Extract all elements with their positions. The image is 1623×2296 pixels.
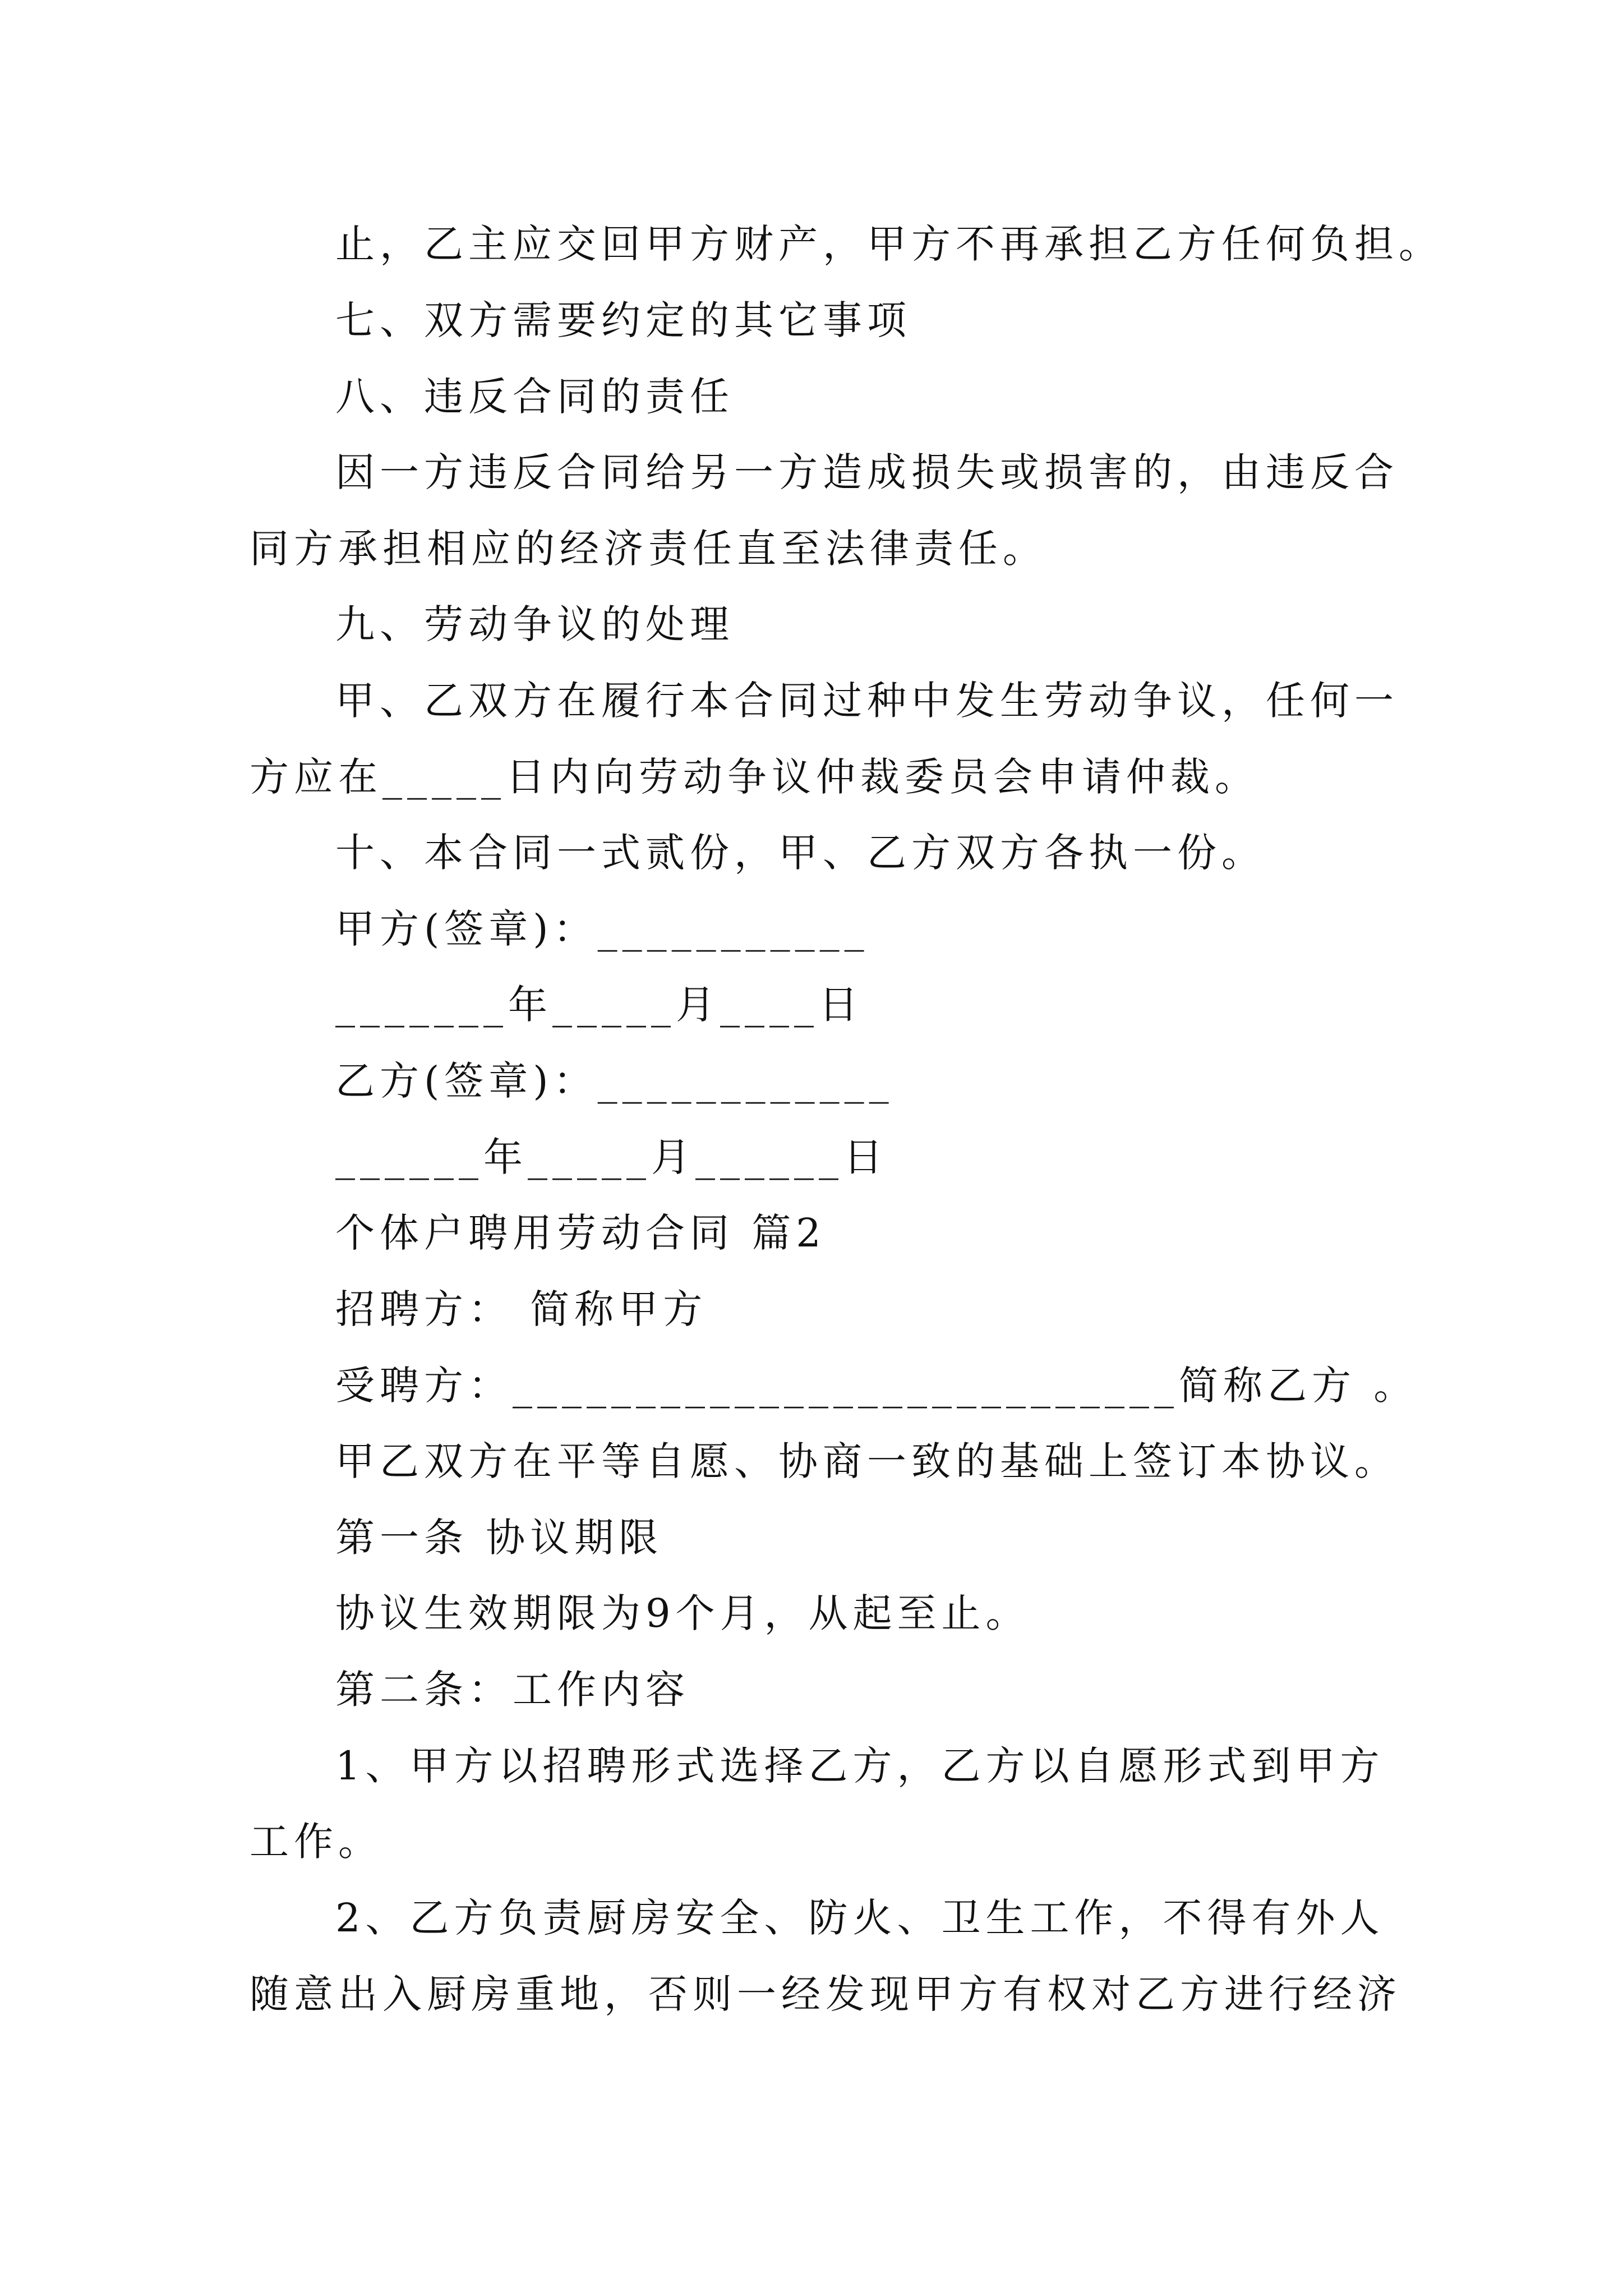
section-heading: 第二条：工作内容 <box>335 1667 690 1713</box>
date-line: _______年_____月____日 <box>335 982 863 1028</box>
signature-party-a: 甲方(签章)：___________ <box>335 906 869 952</box>
document-title: 个体户聘用劳动合同 篇2 <box>335 1210 826 1256</box>
text-line: 方应在_____日内向劳动争议仲裁委员会申请仲裁。 <box>250 754 1259 800</box>
text-line: 甲乙双方在平等自愿、协商一致的基础上签订本协议。 <box>335 1438 1399 1484</box>
text-line: 甲、乙双方在履行本合同过种中发生劳动争议，任何一 <box>335 678 1399 724</box>
text-line: 因一方违反合同给另一方造成损失或损害的，由违反合 <box>335 449 1399 495</box>
text-line: 受聘方：___________________________简称乙方 。 <box>335 1363 1418 1409</box>
text-line: 止，乙主应交回甲方财产，甲方不再承担乙方任何负担。 <box>335 221 1443 267</box>
text-line: 十、本合同一式贰份，甲、乙方双方各执一份。 <box>335 830 1266 876</box>
signature-party-b: 乙方(签章)：____________ <box>335 1058 894 1104</box>
section-heading: 第一条 协议期限 <box>335 1515 663 1561</box>
text-line: 2、乙方负责厨房安全、防火、卫生工作，不得有外人 <box>335 1895 1385 1941</box>
text-line: 随意出入厨房重地，否则一经发现甲方有权对乙方进行经济 <box>250 1971 1401 2017</box>
section-heading: 七、双方需要约定的其它事项 <box>335 297 911 343</box>
text-line: 工作。 <box>250 1819 382 1865</box>
text-line: 招聘方： 简称甲方 <box>335 1286 708 1332</box>
text-line: 协议生效期限为9个月，从起至止。 <box>335 1590 1030 1636</box>
section-heading: 九、劳动争议的处理 <box>335 601 734 647</box>
text-line: 1、甲方以招聘形式选择乙方，乙方以自愿形式到甲方 <box>335 1743 1385 1789</box>
date-line: ______年_____月______日 <box>335 1134 888 1180</box>
section-heading: 八、违反合同的责任 <box>335 374 734 420</box>
text-line: 同方承担相应的经济责任直至法律责任。 <box>250 526 1047 572</box>
